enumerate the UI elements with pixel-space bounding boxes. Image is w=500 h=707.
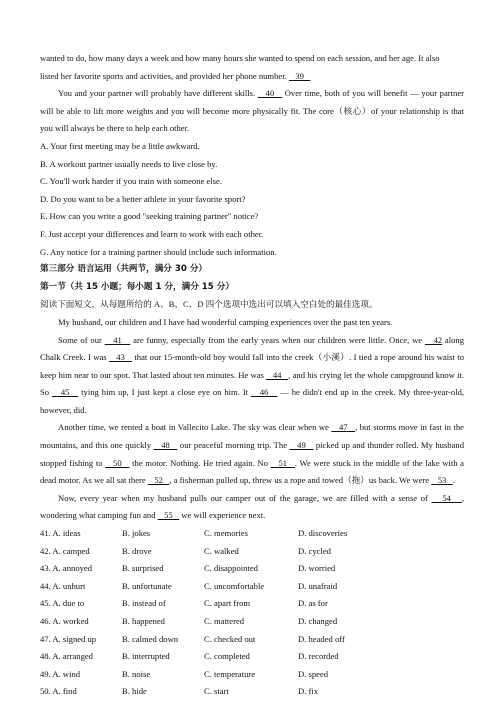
text-line: wanted to do, how many days a week and how many hours she wanted to spend on each session, and her age. It also <box>40 53 440 63</box>
choice-c: C. temperature <box>204 668 256 679</box>
choice-c: C. apart from <box>204 598 251 609</box>
blank-42: 42 <box>424 334 443 345</box>
passage1-paragraph <box>40 85 464 138</box>
text-run: , but storms move in fast in the mountains, and this one quickly <box>40 422 464 451</box>
section3-title: 第三部分 语言运用（共两节，满分 30 分） <box>40 264 208 275</box>
option-e: E. How can you write a good "seeking training partner" notice? <box>40 211 259 222</box>
blank-49: 49 <box>289 440 314 451</box>
option-b: B. A workout partner usually needs to live close by. <box>40 158 218 169</box>
text-run: . <box>452 475 455 486</box>
choice-d: D. recorded <box>298 651 339 662</box>
choice-d: D. unafraid <box>298 580 338 591</box>
blank-52: 52 <box>147 475 170 486</box>
question-41-options <box>40 525 464 543</box>
text-run: . We were stuck in the middle of the lake with a dead motor. As we all sat there <box>40 457 464 486</box>
choice-a: 48. A. arranged <box>40 651 93 662</box>
blank-44: 44 <box>266 369 289 380</box>
option-c: C. You'll work harder if you train with someone else. <box>40 176 222 187</box>
text-run: that our 15-month-old boy would fall into the creek（小溪）. I tied a rope around his waist to keep him near to our spot. That lasted about ten minutes. He was <box>40 352 464 380</box>
choice-c: C. mattered <box>204 616 245 626</box>
blank-48: 48 <box>153 440 178 451</box>
choice-c: C. uncomfortable <box>204 580 265 591</box>
option-d: D. Do you want to be a better athlete in your favorite sport? <box>40 193 246 204</box>
choice-a: 42. A. camped <box>40 545 90 556</box>
choice-d: D. worried <box>298 563 336 574</box>
question-44-options <box>40 578 464 596</box>
choice-a: 49. A. wind <box>40 668 81 679</box>
choice-a: 47. A. signed up <box>40 633 97 644</box>
blank-40: 40 <box>257 88 283 99</box>
choice-d: D. changed <box>298 616 338 626</box>
choice-d: D. as for <box>298 598 328 609</box>
option-g: G. Any notice for a training partner should include such information. <box>40 246 277 257</box>
choice-d: D. fix <box>298 686 319 697</box>
blank-51: 51 <box>270 457 295 468</box>
section1-title: 第一节（共 15 小题；每小题 1 分，满分 15 分） <box>40 281 234 292</box>
choice-b: B. calmed down <box>122 633 179 644</box>
choice-c: C. completed <box>204 651 250 662</box>
text-run: Now, every year when my husband pulls our camper out of the garage, we are filled with a sense of <box>58 492 432 503</box>
question-43-options <box>40 560 464 578</box>
blank-53: 53 <box>431 475 453 486</box>
question-49-options <box>40 666 464 684</box>
choice-d: D. cycled <box>298 545 331 556</box>
blank-47: 47 <box>331 422 356 433</box>
choice-a: 41. A. ideas <box>40 528 81 539</box>
passage1-line <box>40 68 464 86</box>
text-run: the motor. Nothing. He tried again. No <box>129 457 271 468</box>
text-run: , wondering what camping fun and <box>40 492 465 521</box>
blank-55: 55 <box>157 510 180 521</box>
choice-c: C. checked out <box>204 633 256 644</box>
choice-c: C. start <box>204 686 229 697</box>
question-50-options <box>40 683 464 701</box>
choice-c: C. walked <box>204 545 239 556</box>
choice-a: 50. A. find <box>40 686 77 697</box>
choice-b: B. drove <box>122 545 152 556</box>
choice-b: B. noise <box>122 668 151 679</box>
question-48-options <box>40 648 464 666</box>
question-46-options <box>40 613 464 631</box>
choice-b: B. hide <box>122 686 147 697</box>
option-a: A. Your first meeting may be a little awkward. <box>40 140 200 151</box>
text-run: tying him up, I just kept a close eye on him. It <box>78 387 252 398</box>
choice-b: B. happened <box>122 616 165 626</box>
question-42-options <box>40 543 464 561</box>
choice-b: B. jokes <box>122 528 151 539</box>
choice-d: D. discoveries <box>298 528 348 539</box>
choice-b: B. unfortunate <box>122 580 172 591</box>
choice-a: 46. A. worked <box>40 616 89 626</box>
text-run: picked up and thunder rolled. My husband stopped fishing to <box>40 440 464 468</box>
choice-a: 43. A. annoyed <box>40 563 93 574</box>
blank-39: 39 <box>288 70 311 81</box>
blank-54: 54 <box>431 492 462 503</box>
text-run: You and your partner will probably have different skills. <box>58 88 256 99</box>
choice-a: 44. A. unhurt <box>40 580 86 591</box>
option-f: F. Just accept your differences and learn to work with each other. <box>40 228 264 239</box>
choice-d: D. headed off <box>298 633 345 644</box>
text-run: our peaceful morning trip. The <box>177 440 290 451</box>
question-47-options <box>40 631 464 649</box>
cloze-paragraph-1: My husband, our children and I have had wonderful camping experiences over the past ten years. <box>58 316 393 327</box>
choice-b: B. instead of <box>122 598 166 609</box>
blank-46: 46 <box>251 387 278 398</box>
text-run: , and his crying let the whole campground know it. So <box>40 369 464 398</box>
blank-45: 45 <box>52 387 79 398</box>
text-run: are funny, especially from the early years when our children were little. Once, we <box>130 334 425 345</box>
passage1-line <box>40 50 464 68</box>
text-run: we will experience next. <box>179 510 266 521</box>
text-run: along Chalk Creek. I was <box>40 334 465 363</box>
cloze-paragraph-2 <box>40 332 464 420</box>
text-line: listed her favorite sports and activities, and provided her phone number. <box>40 70 287 81</box>
instructions: 阅读下面短文，从每题所给的 A、B、C、D 四个选项中选出可以填入空白处的最佳选项。 <box>40 299 378 310</box>
choice-c: C. disappointed <box>204 563 258 574</box>
page-content <box>40 50 464 701</box>
text-run: , a fisherman pulled up, threw us a rope and towed（拖）us back. We were <box>169 475 432 486</box>
text-run: Another time, we rented a boat in Vallecito Lake. The sky was clear when we <box>58 422 332 433</box>
blank-50: 50 <box>105 457 130 468</box>
cloze-paragraph-3 <box>40 419 464 489</box>
cloze-paragraph-4 <box>40 490 464 525</box>
text-run: Some of our <box>58 334 105 345</box>
choice-d: D. speed <box>298 668 329 679</box>
choice-b: B. interrupted <box>122 651 170 662</box>
blank-41: 41 <box>104 334 131 345</box>
blank-43: 43 <box>109 352 132 363</box>
question-45-options <box>40 595 464 613</box>
choice-b: B. surprised <box>122 563 164 574</box>
choice-c: C. memories <box>204 528 248 539</box>
text-run: Over time, both of you will benefit — your partner will be able to lift more weights and you will become more physically fit. The core（核心）of your relationship is that you will always be there to help each other. <box>40 88 465 134</box>
choice-a: 45. A. due to <box>40 598 85 609</box>
text-run: — he didn't end up in the creek. My three-year-old, however, did. <box>40 387 465 415</box>
